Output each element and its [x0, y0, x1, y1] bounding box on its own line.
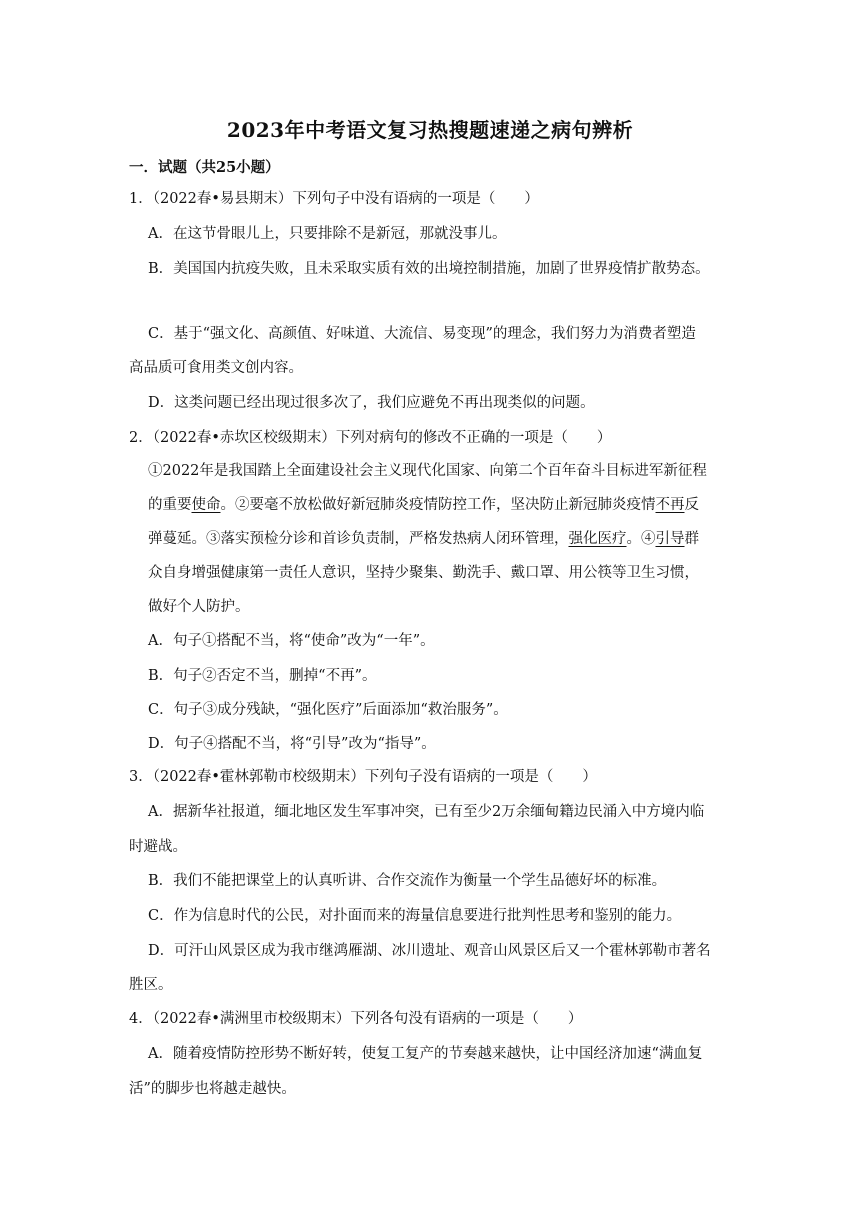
question-3-option-d-cont: 胜区。 [129, 977, 173, 993]
question-3-stem: 3．（2022春•霍林郭勒市校级期末）下列句子没有语病的一项是（ ） [129, 769, 597, 785]
passage-text: 群 [684, 531, 699, 547]
question-2-passage-line-3 [148, 529, 699, 549]
question-2-option-a: A．句子①搭配不当，将“使命”改为“一年”。 [148, 633, 435, 649]
section-heading: 一．试题（共25小题） [129, 159, 280, 176]
passage-text: 的重要 [148, 497, 192, 513]
question-1-option-c-cont: 高品质可食用类文创内容。 [129, 360, 303, 376]
question-3-option-a-cont: 时避战。 [129, 839, 187, 855]
passage-text: 弹蔓延。③落实预检分诊和首诊负责制，严格发热病人闭环管理， [148, 531, 569, 547]
question-1-stem: 1．（2022春•易县期末）下列句子中没有语病的一项是（ ） [129, 191, 539, 207]
question-4-option-a: A．随着疫情防控形势不断好转，使复工复产的节奏越来越快，让中国经济加速“满血复 [148, 1046, 703, 1062]
question-1-option-d: D．这类问题已经出现过很多次了，我们应避免不再出现类似的问题。 [148, 395, 595, 411]
question-3-option-c: C．作为信息时代的公民，对扑面而来的海量信息要进行批判性思考和鉴别的能力。 [148, 908, 682, 924]
question-3-option-b: B．我们不能把课堂上的认真听讲、合作交流作为衡量一个学生品德好坏的标准。 [148, 873, 667, 889]
document-title: 2023年中考语文复习热搜题速递之病句辨析 [226, 118, 634, 142]
question-4-option-a-cont: 活”的脚步也将越走越快。 [129, 1081, 296, 1097]
underlined-word-buzai: 不再 [655, 497, 685, 513]
question-2-option-d: D．句子④搭配不当，将“引导”改为“指导”。 [148, 736, 436, 752]
question-1-option-b: B．美国国内抗疫失败，且未采取实质有效的出境控制措施，加剧了世界疫情扩散势态。 [148, 261, 710, 277]
question-3-option-a: A．据新华社报道，缅北地区发生军事冲突，已有至少2万余缅甸籍边民涌入中方境内临 [148, 804, 705, 820]
question-2-passage-line-1: ①2022年是我国踏上全面建设社会主义现代化国家、向第二个百年奋斗目标进军新征程 [148, 463, 707, 479]
question-2-stem: 2．（2022春•赤坎区校级期末）下列对病句的修改不正确的一项是（ ） [129, 430, 612, 446]
question-4-stem: 4．（2022春•满洲里市校级期末）下列各句没有语病的一项是（ ） [129, 1011, 583, 1027]
question-3-option-d: D．可汗山风景区成为我市继鸿雁湖、冰川遗址、观音山风景区后又一个霍林郭勒市著名 [148, 943, 711, 959]
underlined-word-qianghua: 强化医疗 [568, 531, 627, 547]
underlined-word-shiming: 使命 [191, 497, 221, 513]
question-1-option-a: A．在这节骨眼儿上，只要排除不是新冠，那就没事儿。 [148, 226, 507, 242]
question-2-option-c: C．句子③成分残缺，“强化医疗”后面添加“救治服务”。 [148, 702, 508, 718]
passage-text: 。②要毫不放松做好新冠肺炎疫情防控工作，坚决防止新冠肺炎疫情 [220, 497, 656, 513]
question-1-option-c: C．基于“强文化、高颜值、好味道、大流信、易变现”的理念，我们努力为消费者塑造 [148, 326, 696, 342]
question-2-option-b: B．句子②否定不当，删掉“不再”。 [148, 668, 377, 684]
question-2-passage-line-5: 做好个人防护。 [148, 599, 250, 615]
passage-text: 反 [684, 497, 699, 513]
question-2-passage-line-2 [148, 495, 699, 515]
passage-text: 。④ [626, 531, 656, 547]
question-2-passage-line-4: 众自身增强健康第一责任人意识，坚持少聚集、勤洗手、戴口罩、用公筷等卫生习惯， [148, 565, 699, 581]
underlined-word-yindao: 引导 [655, 531, 685, 547]
